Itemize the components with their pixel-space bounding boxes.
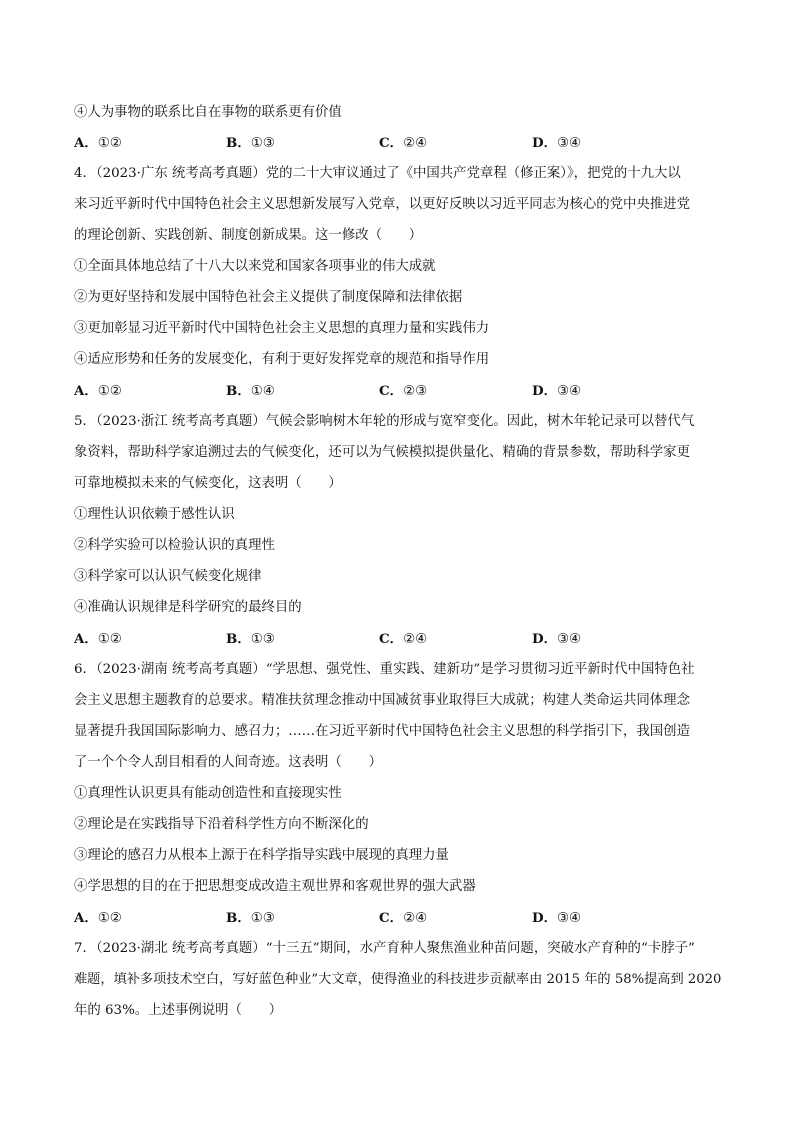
- option-c-letter: C．: [379, 910, 404, 926]
- q4-choice-3: ③更加彰显习近平新时代中国特色社会主义思想的真理力量和实践伟力: [74, 321, 490, 336]
- q6-option-a[interactable]: [74, 908, 122, 929]
- q4-choice-4: ④适应形势和任务的发展变化，有利于更好发挥党章的规范和指导作用: [74, 352, 490, 367]
- q6-choice-4: ④学思想的目的在于把思想变成改造主观世界和客观世界的强大武器: [74, 879, 476, 894]
- q5-choice-1: ①理性认识依赖于感性认识: [74, 507, 235, 522]
- q3-option-b[interactable]: [226, 133, 275, 154]
- option-d-text: ③④: [557, 384, 582, 399]
- q3-option-d[interactable]: [532, 133, 581, 154]
- q6-stem-line-1: 6．（2023·湖南 统考高考真题）“学思想、强党性、重实践、建新功”是学习贯彻习近平新时代中国特色社: [74, 662, 695, 677]
- q5-options: [74, 629, 724, 649]
- q5-option-b[interactable]: [226, 629, 275, 650]
- q6-options: [74, 908, 724, 928]
- q3-option-a[interactable]: [74, 133, 122, 154]
- option-d-text: ③④: [557, 136, 582, 151]
- q6-option-c[interactable]: [379, 908, 427, 929]
- option-b-text: ①③: [250, 632, 275, 647]
- option-c-text: ②④: [403, 136, 428, 151]
- q7-stem-line-2: 难题，填补多项技术空白，写好蓝色种业”大文章，使得渔业的科技进步贡献率由 2015 年的 58%提高到 2020: [74, 972, 722, 987]
- q4-stem-line-1: 4．（2023·广东 统考高考真题）党的二十大审议通过了《中国共产党章程（修正案）》，把党的十九大以: [74, 166, 681, 181]
- option-d-letter: D．: [532, 135, 558, 151]
- option-c-text: ②④: [403, 911, 428, 926]
- q5-choice-2: ②科学实验可以检验认识的真理性: [74, 538, 275, 553]
- q6-stem-line-3: 显著提升我国国际影响力、感召力；……在习近平新时代中国特色社会主义思想的科学指引下，我国创造: [74, 724, 690, 739]
- option-b-text: ①③: [250, 911, 275, 926]
- option-c-letter: C．: [379, 135, 404, 151]
- q6-stem-line-2: 会主义思想主题教育的总要求。精准扶贫理念推动中国减贫事业取得巨大成就；构建人类命运共同体理念: [74, 693, 690, 708]
- option-d-text: ③④: [557, 632, 582, 647]
- q5-choice-3: ③科学家可以认识气候变化规律: [74, 569, 262, 584]
- option-c-text: ②④: [403, 632, 428, 647]
- option-a-letter: A．: [74, 631, 98, 647]
- option-d-letter: D．: [532, 910, 558, 926]
- q4-options: [74, 381, 724, 401]
- option-a-text: ①②: [97, 384, 122, 399]
- option-b-letter: B．: [226, 383, 251, 399]
- q6-stem-line-4: 了一个个令人刮目相看的人间奇迹。这表明（ ）: [74, 755, 382, 770]
- option-d-letter: D．: [532, 631, 558, 647]
- q6-choice-3: ③理论的感召力从根本上源于在科学指导实践中展现的真理力量: [74, 848, 449, 863]
- q4-stem-line-3: 的理论创新、实践创新、制度创新成果。这一修改（ ）: [74, 228, 423, 243]
- q6-choice-2: ②理论是在实践指导下沿着科学性方向不断深化的: [74, 817, 369, 832]
- option-b-letter: B．: [226, 631, 251, 647]
- option-b-letter: B．: [226, 135, 251, 151]
- q4-option-a[interactable]: [74, 381, 122, 402]
- option-a-letter: A．: [74, 135, 98, 151]
- q5-stem-line-1: 5．（2023·浙江 统考高考真题）气候会影响树木年轮的形成与宽窄变化。因此，树木年轮记录可以替代气: [74, 414, 695, 429]
- q3-choice-4: ④人为事物的联系比自在事物的联系更有价值: [74, 105, 342, 120]
- q6-choice-1: ①真理性认识更具有能动创造性和直接现实性: [74, 786, 342, 801]
- q5-option-c[interactable]: [379, 629, 427, 650]
- q7-stem-line-3: 年的 63%。上述事例说明（ ）: [74, 1003, 283, 1018]
- q5-option-d[interactable]: [532, 629, 581, 650]
- q6-option-d[interactable]: [532, 908, 581, 929]
- q7-stem-line-1: 7．（2023·湖北 统考高考真题）“十三五”期间，水产育种人聚焦渔业种苗问题，突破水产育种的“卡脖子”: [74, 941, 695, 956]
- option-b-letter: B．: [226, 910, 251, 926]
- option-c-letter: C．: [379, 631, 404, 647]
- q4-option-d[interactable]: [532, 381, 581, 402]
- option-a-letter: A．: [74, 383, 98, 399]
- option-a-letter: A．: [74, 910, 98, 926]
- option-a-text: ①②: [97, 911, 122, 926]
- option-c-text: ②③: [403, 384, 428, 399]
- option-b-text: ①④: [250, 384, 275, 399]
- option-d-text: ③④: [557, 911, 582, 926]
- q5-stem-line-3: 可靠地模拟未来的气候变化，这表明（ ）: [74, 476, 342, 491]
- option-d-letter: D．: [532, 383, 558, 399]
- option-c-letter: C．: [379, 383, 404, 399]
- q4-option-c[interactable]: [379, 381, 427, 402]
- q4-choice-1: ①全面具体地总结了十八大以来党和国家各项事业的伟大成就: [74, 259, 436, 274]
- q5-stem-line-2: 象资料，帮助科学家追溯过去的气候变化，还可以为气候模拟提供量化、精确的背景参数，帮助科学家更: [74, 445, 690, 460]
- q6-option-b[interactable]: [226, 908, 275, 929]
- q4-stem-line-2: 来习近平新时代中国特色社会主义思想新发展写入党章，以更好反映以习近平同志为核心的党中央推进党: [74, 197, 690, 212]
- q5-option-a[interactable]: [74, 629, 122, 650]
- q4-option-b[interactable]: [226, 381, 275, 402]
- q3-option-c[interactable]: [379, 133, 427, 154]
- q3-options: [74, 133, 724, 153]
- option-a-text: ①②: [97, 136, 122, 151]
- q4-choice-2: ②为更好坚持和发展中国特色社会主义提供了制度保障和法律依据: [74, 290, 463, 305]
- q5-choice-4: ④准确认识规律是科学研究的最终目的: [74, 600, 302, 615]
- option-b-text: ①③: [250, 136, 275, 151]
- option-a-text: ①②: [97, 632, 122, 647]
